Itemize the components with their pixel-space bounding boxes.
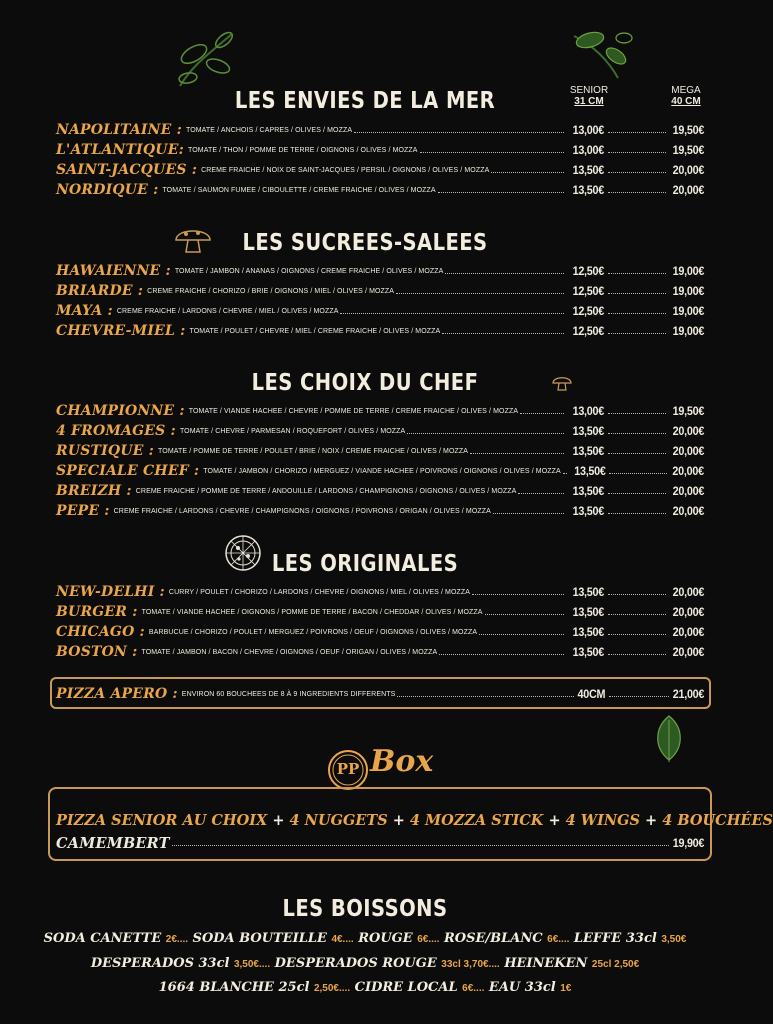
drink-price: 4€.... [331, 934, 354, 945]
item-ingredients: CREME FRAICHE / CHORIZO / BRIE / OIGNONS / MIEL / OLIVES / MOZZA [147, 287, 395, 295]
price-senior: 13,50€ [574, 464, 606, 478]
price-mega: 19,00€ [672, 324, 705, 338]
drink-name: DESPERADOS 33cl [90, 956, 234, 971]
menu-item-row [56, 120, 706, 140]
item-ingredients: TOMATE / CHEVRE / PARMESAN / ROQUEFORT / OLIVES / MOZZA [179, 427, 406, 435]
box-offer-camembert: CAMEMBERT [56, 834, 170, 852]
menu-item-row [56, 281, 706, 301]
item-ingredients: TOMATE / VIANDE HACHEE / OIGNONS / POMME DE TERRE / BACON / CHEDDAR / OLIVES / MOZZA [141, 608, 483, 616]
menu-item-row [56, 261, 706, 281]
item-name: 4 FROMAGES : [56, 423, 176, 439]
price-senior: 13,50€ [572, 444, 604, 458]
item-name: CHEVRE-MIEL : [56, 323, 186, 339]
item-name: PIZZA APERO : [56, 686, 178, 702]
item-ingredients: TOMATE / SAUMON FUMEE / CIBOULETTE / CREME FRAICHE / OLIVES / MOZZA [162, 186, 436, 194]
drink-name: ROSE/BLANC [439, 931, 548, 946]
price-mega: 19,00€ [672, 284, 705, 298]
item-ingredients: BARBUCUE / CHORIZO / POULET / MERGUEZ / POIVRONS / OEUF / OIGNONS / OLIVES / MOZZA [148, 628, 478, 636]
price-mega: 20,00€ [672, 504, 705, 518]
price-mega: 19,50€ [672, 123, 705, 137]
box-offer-segment: 4 MOZZA STICK [409, 812, 549, 829]
box-offer-segment: 4 BOUCHÉES [662, 812, 773, 829]
price-mega: 20,00€ [672, 625, 705, 639]
price-senior: 12,50€ [572, 324, 604, 338]
drink-price: 6€.... [462, 983, 485, 994]
item-name: SAINT-JACQUES : [56, 162, 198, 178]
menu-item-row [56, 602, 706, 622]
price-mega: 20,00€ [672, 464, 705, 478]
mega-size: 40 CM [671, 96, 701, 107]
basil-leaf-icon [650, 714, 688, 764]
price-senior: 13,50€ [572, 424, 604, 438]
item-name: CHICAGO : [56, 624, 145, 640]
price-senior: 13,50€ [572, 585, 604, 599]
drink-name: ROUGE [353, 931, 418, 946]
item-ingredients: TOMATE / JAMBON / BACON / CHEVRE / OIGNONS / OEUF / ORIGAN / OLIVES / MOZZA [141, 648, 438, 656]
mushroom-icon [551, 374, 573, 392]
drink-price: 3,50€ [661, 934, 687, 945]
menu-item-row [56, 441, 706, 461]
menu-item-row [56, 481, 706, 501]
drink-price: 2,50€.... [313, 983, 351, 994]
item-name: PEPE : [56, 503, 110, 519]
menu-item-row [56, 160, 706, 180]
drink-name: 1664 BLANCHE 25cl [158, 980, 314, 995]
section-title-boissons: LES BOISSONS [282, 896, 448, 922]
item-ingredients: CREME FRAICHE / NOIX DE SAINT-JACQUES / PERSIL / OIGNONS / OLIVES / MOZZA [201, 166, 490, 174]
item-name: RUSTIQUE : [56, 443, 155, 459]
menu-item-row [56, 622, 706, 642]
box-offer-segment: PIZZA SENIOR AU CHOIX [56, 812, 273, 829]
drink-price: 1€ [560, 983, 572, 994]
item-name: HAWAIENNE : [56, 263, 171, 279]
price-senior: 12,50€ [572, 284, 604, 298]
section-title-mer: LES ENVIES DE LA MER [234, 88, 496, 114]
drink-name: DESPERADOS ROUGE [270, 956, 442, 971]
price-senior: 13,50€ [572, 484, 604, 498]
item-ingredients: TOMATE / POULET / CHEVRE / MIEL / CREME FRAICHE / OLIVES / MOZZA [189, 327, 441, 335]
menu-item-row [56, 421, 706, 441]
mega-label: MEGA [671, 85, 701, 96]
item-name: BOSTON : [56, 644, 138, 660]
menu-item-row [56, 301, 706, 321]
menu-item-row [56, 180, 706, 200]
price-senior: 13,50€ [572, 163, 604, 177]
item-name: BREIZH : [56, 483, 132, 499]
pp-box-logo [326, 738, 436, 794]
item-name: BRIARDE : [56, 283, 144, 299]
drink-name: HEINEKEN [499, 956, 592, 971]
item-ingredients: TOMATE / ANCHOIS / CAPRES / OLIVES / MOZZA [185, 126, 353, 134]
item-name: NAPOLITAINE : [56, 122, 182, 138]
box-offer-segment: + [548, 812, 566, 829]
senior-size: 31 CM [574, 96, 604, 107]
senior-label: SENIOR [569, 85, 609, 96]
price-senior: 13,50€ [572, 504, 604, 518]
box-offer-line [56, 812, 773, 829]
price-senior: 13,50€ [572, 645, 604, 659]
price-mega: 20,00€ [672, 645, 705, 659]
item-ingredients: TOMATE / VIANDE HACHEE / CHEVRE / POMME DE TERRE / CREME FRAICHE / OLIVES / MOZZA [188, 407, 519, 415]
drink-name: EAU 33cl [484, 980, 561, 995]
section-title-choix-du-chef: LES CHOIX DU CHEF [251, 370, 479, 396]
drink-price: 6€.... [547, 934, 570, 945]
box-offer-segment: + [645, 812, 663, 829]
price-senior: 13,00€ [572, 143, 604, 157]
box-price: 19,90€ [672, 836, 705, 850]
item-ingredients: CREME FRAICHE / LARDONS / CHEVRE / MIEL / OLIVES / MOZZA [116, 307, 339, 315]
section-title-sucrees-salees: LES SUCREES-SALEES [242, 230, 488, 256]
price-senior: 13,50€ [572, 605, 604, 619]
item-name: CHAMPIONNE : [56, 403, 185, 419]
drink-name: SODA BOUTEILLE [188, 931, 332, 946]
section-title-originales: LES ORIGINALES [271, 551, 459, 577]
apero-size: 40CM [577, 687, 606, 701]
item-name: NORDIQUE : [56, 182, 159, 198]
price-mega: 20,00€ [672, 605, 705, 619]
drink-price: 2€.... [165, 934, 189, 945]
menu-item-row [56, 461, 706, 481]
price-senior: 13,00€ [572, 123, 604, 137]
price-senior: 13,50€ [572, 625, 604, 639]
box-offer-segment: + [392, 812, 410, 829]
price-mega: 19,00€ [672, 264, 705, 278]
menu-item-row [56, 321, 706, 341]
mushroom-icon [172, 224, 214, 256]
item-ingredients: TOMATE / JAMBON / ANANAS / OIGNONS / CREME FRAICHE / OLIVES / MOZZA [174, 267, 444, 275]
logo-word: Box [370, 744, 434, 779]
box-offer-segment: 4 NUGGETS [289, 812, 393, 829]
drink-price: 25cl 2,50€ [591, 959, 640, 970]
item-name: L'ATLANTIQUE: [56, 142, 184, 158]
item-name: MAYA : [56, 303, 113, 319]
drink-price: 6€.... [417, 934, 440, 945]
drink-price: 33cl 3,70€.... [441, 959, 500, 970]
item-ingredients: TOMATE / POMME DE TERRE / POULET / BRIE / NOIX / CREME FRAICHE / OLIVES / MOZZA [158, 447, 469, 455]
item-ingredients: CREME FRAICHE / POMME DE TERRE / ANDOUILLE / LARDONS / CHAMPIGNONS / OIGNONS / OLIVES / MOZZA [135, 487, 517, 495]
menu-item-row [56, 401, 706, 421]
price-senior: 12,50€ [572, 304, 604, 318]
box-offer-line2 [56, 833, 706, 853]
drink-name: SODA CANETTE [43, 931, 166, 946]
price-mega: 20,00€ [672, 444, 705, 458]
menu-item-row [56, 582, 706, 602]
apero-price: 21,00€ [672, 687, 705, 701]
item-ingredients: CURRY / POULET / CHORIZO / LARDONS / CHEVRE / OIGNONS / MIEL / OLIVES / MOZZA [168, 588, 471, 596]
price-senior: 13,00€ [572, 404, 604, 418]
menu-item-row [56, 642, 706, 662]
logo-letters: PP [336, 760, 360, 778]
basil-leaves-icon [568, 26, 638, 84]
item-name: SPECIALE CHEF : [56, 463, 200, 479]
drink-price: 3,50€.... [233, 959, 271, 970]
basil-leaves-icon [172, 26, 244, 92]
drink-name: LEFFE 33cl [569, 931, 662, 946]
box-offer-segment: + [272, 812, 290, 829]
item-name: BURGER : [56, 604, 138, 620]
item-ingredients: ENVIRON 60 BOUCHEES DE 8 À 9 INGREDIENTS DIFFERENTS [181, 690, 396, 698]
price-mega: 19,00€ [672, 304, 705, 318]
price-senior: 13,50€ [572, 183, 604, 197]
drinks-line [0, 956, 730, 971]
price-mega: 20,00€ [672, 183, 705, 197]
item-ingredients: CREME FRAICHE / LARDONS / CHEVRE / CHAMPIGNONS / OIGNONS / POIVRONS / ORIGAN / OLIVES / MOZZA [113, 507, 491, 515]
item-ingredients: TOMATE / THON / POMME DE TERRE / OIGNONS / OLIVES / MOZZA [187, 146, 418, 154]
drink-name: CIDRE LOCAL [350, 980, 463, 995]
drinks-line [0, 931, 730, 946]
pizza-apero-row [56, 684, 706, 704]
item-ingredients: TOMATE / JAMBON / CHORIZO / MERGUEZ / VIANDE HACHEE / POIVRONS / OIGNONS / OLIVES / MOZZA [203, 467, 561, 475]
price-mega: 19,50€ [672, 404, 705, 418]
price-mega: 20,00€ [672, 484, 705, 498]
menu-item-row [56, 501, 706, 521]
pizza-icon [224, 534, 262, 572]
price-mega: 20,00€ [672, 163, 705, 177]
price-mega: 20,00€ [672, 424, 705, 438]
drinks-line [0, 980, 730, 995]
price-mega: 20,00€ [672, 585, 705, 599]
menu-item-row [56, 140, 706, 160]
price-mega: 19,50€ [672, 143, 705, 157]
item-name: NEW-DELHI : [56, 584, 165, 600]
price-senior: 12,50€ [572, 264, 604, 278]
box-offer-segment: 4 WINGS [565, 812, 646, 829]
